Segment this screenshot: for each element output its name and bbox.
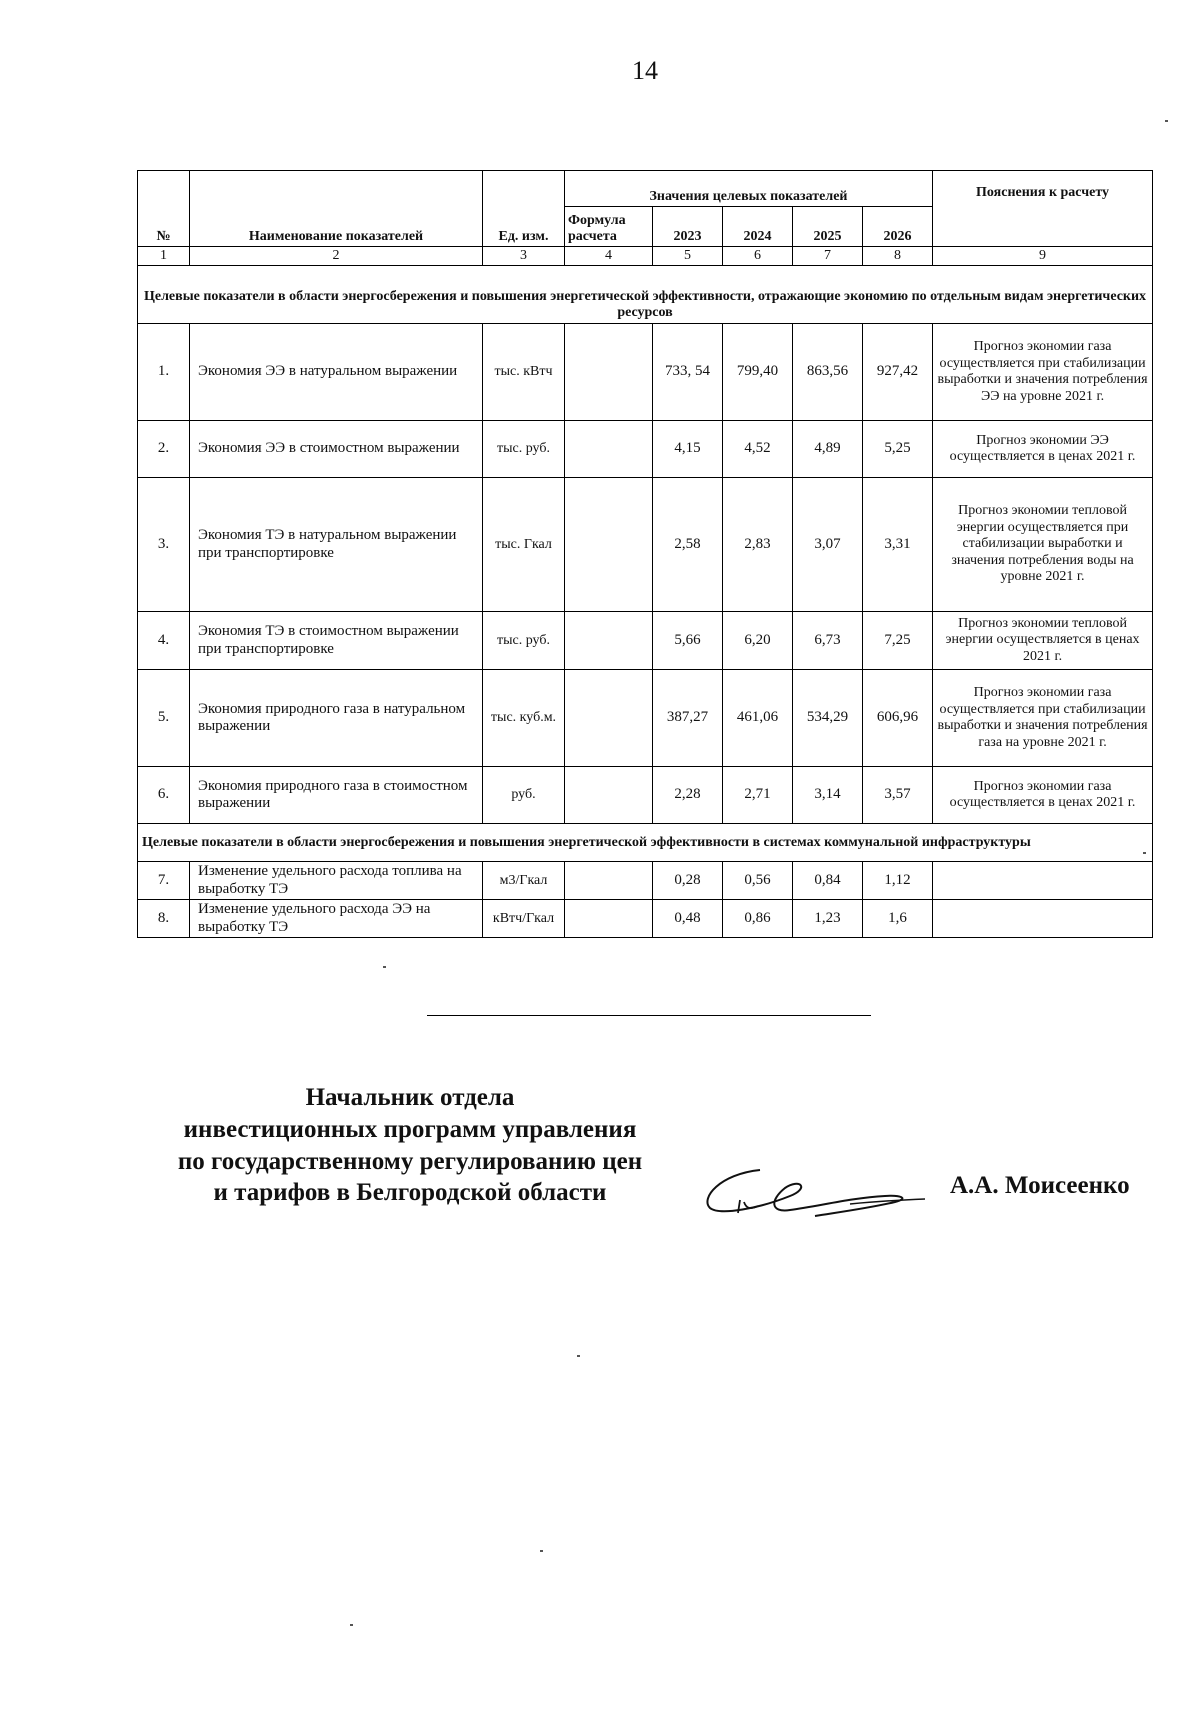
row-value-2025: 4,89	[793, 421, 863, 478]
row-no: 5.	[138, 670, 190, 767]
row-value-2025: 6,73	[793, 612, 863, 670]
row-no: 7.	[138, 862, 190, 900]
row-value-2026: 927,42	[863, 324, 933, 421]
row-no: 6.	[138, 767, 190, 824]
row-explanation	[933, 862, 1153, 900]
row-unit: кВтч/Гкал	[483, 900, 565, 938]
row-unit: тыс. руб.	[483, 421, 565, 478]
indicators-table-wrapper	[137, 170, 1152, 938]
row-unit: тыс. куб.м.	[483, 670, 565, 767]
col-number: 9	[933, 247, 1153, 266]
row-value-2025: 863,56	[793, 324, 863, 421]
col-number: 3	[483, 247, 565, 266]
row-value-2026: 5,25	[863, 421, 933, 478]
row-name: Экономия природного газа в стоимостном выражении	[190, 767, 483, 824]
column-numbers-row	[138, 247, 1153, 266]
header-unit: Ед. изм.	[483, 171, 565, 247]
row-value-2025: 0,84	[793, 862, 863, 900]
row-value-2026: 3,31	[863, 478, 933, 612]
row-name: Экономия ТЭ в натуральном выражении при транспортировке	[190, 478, 483, 612]
page-number: 14	[632, 56, 658, 85]
table-row	[138, 862, 1153, 900]
row-unit: руб.	[483, 767, 565, 824]
col-number: 5	[653, 247, 723, 266]
table-row	[138, 421, 1153, 478]
signatory-title	[140, 1082, 680, 1209]
signatory-line: и тарифов в Белгородской области	[213, 1179, 607, 1207]
table-row	[138, 324, 1153, 421]
row-value-2026: 7,25	[863, 612, 933, 670]
row-explanation: Прогноз экономии тепловой энергии осуществляется в ценах 2021 г.	[933, 612, 1153, 670]
row-value-2023: 2,58	[653, 478, 723, 612]
row-unit: тыс. Гкал	[483, 478, 565, 612]
row-value-2026: 606,96	[863, 670, 933, 767]
col-number: 4	[565, 247, 653, 266]
row-unit: тыс. кВтч	[483, 324, 565, 421]
col-number: 2	[190, 247, 483, 266]
table-row	[138, 767, 1153, 824]
row-name: Экономия ЭЭ в стоимостном выражении	[190, 421, 483, 478]
row-formula	[565, 767, 653, 824]
header-no: №	[138, 171, 190, 247]
row-value-2024: 0,86	[723, 900, 793, 938]
row-value-2026: 3,57	[863, 767, 933, 824]
header-2026: 2026	[863, 207, 933, 247]
header-2025: 2025	[793, 207, 863, 247]
row-name: Экономия ТЭ в стоимостном выражении при транспортировке	[190, 612, 483, 670]
row-explanation	[933, 900, 1153, 938]
table-row	[138, 478, 1153, 612]
scan-speck	[577, 1355, 580, 1357]
section-heading-infrastructure: Целевые показатели в области энергосбережения и повышения энергетической эффективности в системах коммунальной инфраструктуры	[138, 824, 1153, 862]
row-explanation: Прогноз экономии газа осуществляется в ценах 2021 г.	[933, 767, 1153, 824]
signatory-line: по государственному регулированию цен	[177, 1147, 643, 1175]
indicators-table	[137, 170, 1153, 938]
row-no: 1.	[138, 324, 190, 421]
table-row	[138, 612, 1153, 670]
row-explanation: Прогноз экономии ЭЭ осуществляется в ценах 2021 г.	[933, 421, 1153, 478]
row-name: Экономия природного газа в натуральном выражении	[190, 670, 483, 767]
row-value-2023: 733, 54	[653, 324, 723, 421]
signatory-line: Начальник отдела	[305, 1084, 515, 1111]
row-value-2024: 0,56	[723, 862, 793, 900]
row-value-2026: 1,12	[863, 862, 933, 900]
row-formula	[565, 324, 653, 421]
row-value-2025: 3,07	[793, 478, 863, 612]
row-value-2025: 3,14	[793, 767, 863, 824]
row-value-2024: 2,83	[723, 478, 793, 612]
header-2023: 2023	[653, 207, 723, 247]
row-formula	[565, 862, 653, 900]
row-name: Изменение удельного расхода топлива на выработку ТЭ	[190, 862, 483, 900]
table-row	[138, 900, 1153, 938]
table-row	[138, 670, 1153, 767]
col-number: 7	[793, 247, 863, 266]
scan-speck	[540, 1550, 543, 1552]
col-number: 6	[723, 247, 793, 266]
header-explanation: Пояснения к расчету	[933, 171, 1153, 247]
col-number: 1	[138, 247, 190, 266]
header-2024: 2024	[723, 207, 793, 247]
row-formula	[565, 612, 653, 670]
row-value-2024: 799,40	[723, 324, 793, 421]
scan-speck	[1165, 120, 1168, 122]
row-value-2024: 4,52	[723, 421, 793, 478]
row-value-2023: 2,28	[653, 767, 723, 824]
row-value-2023: 4,15	[653, 421, 723, 478]
row-formula	[565, 670, 653, 767]
col-number: 8	[863, 247, 933, 266]
row-no: 8.	[138, 900, 190, 938]
separator-line	[427, 1015, 871, 1016]
row-value-2024: 6,20	[723, 612, 793, 670]
row-formula	[565, 478, 653, 612]
row-value-2024: 461,06	[723, 670, 793, 767]
row-name: Изменение удельного расхода ЭЭ на выработку ТЭ	[190, 900, 483, 938]
row-value-2023: 0,28	[653, 862, 723, 900]
row-value-2025: 1,23	[793, 900, 863, 938]
row-name: Экономия ЭЭ в натуральном выражении	[190, 324, 483, 421]
row-unit: тыс. руб.	[483, 612, 565, 670]
row-explanation: Прогноз экономии газа осуществляется при стабилизации выработки и значения потребления ЭЭ на уровне 2021 г.	[933, 324, 1153, 421]
handwritten-signature	[700, 1158, 935, 1238]
row-explanation: Прогноз экономии газа осуществляется при стабилизации выработки и значения потребления газа на уровне 2021 г.	[933, 670, 1153, 767]
row-no: 3.	[138, 478, 190, 612]
row-value-2025: 534,29	[793, 670, 863, 767]
row-no: 4.	[138, 612, 190, 670]
signatory-name: А.А. Моисеенко	[950, 1172, 1130, 1199]
header-formula: Формула расчета	[565, 207, 653, 247]
row-no: 2.	[138, 421, 190, 478]
row-formula	[565, 900, 653, 938]
row-value-2023: 5,66	[653, 612, 723, 670]
section-heading-resources: Целевые показатели в области энергосбережения и повышения энергетической эффективности, отражающие экономию по отдельным видам энергетических ресурсов	[138, 266, 1153, 324]
header-name: Наименование показателей	[190, 171, 483, 247]
row-value-2026: 1,6	[863, 900, 933, 938]
row-explanation: Прогноз экономии тепловой энергии осуществляется при стабилизации выработки и значения потребления воды на уровне 2021 г.	[933, 478, 1153, 612]
row-value-2023: 387,27	[653, 670, 723, 767]
scan-speck	[1143, 852, 1146, 854]
row-unit: м3/Гкал	[483, 862, 565, 900]
row-value-2024: 2,71	[723, 767, 793, 824]
header-target-values: Значения целевых показателей	[565, 171, 933, 207]
row-value-2023: 0,48	[653, 900, 723, 938]
scan-speck	[350, 1624, 353, 1626]
row-formula	[565, 421, 653, 478]
scan-speck	[383, 966, 386, 968]
signatory-line: инвестиционных программ управления	[183, 1115, 637, 1143]
